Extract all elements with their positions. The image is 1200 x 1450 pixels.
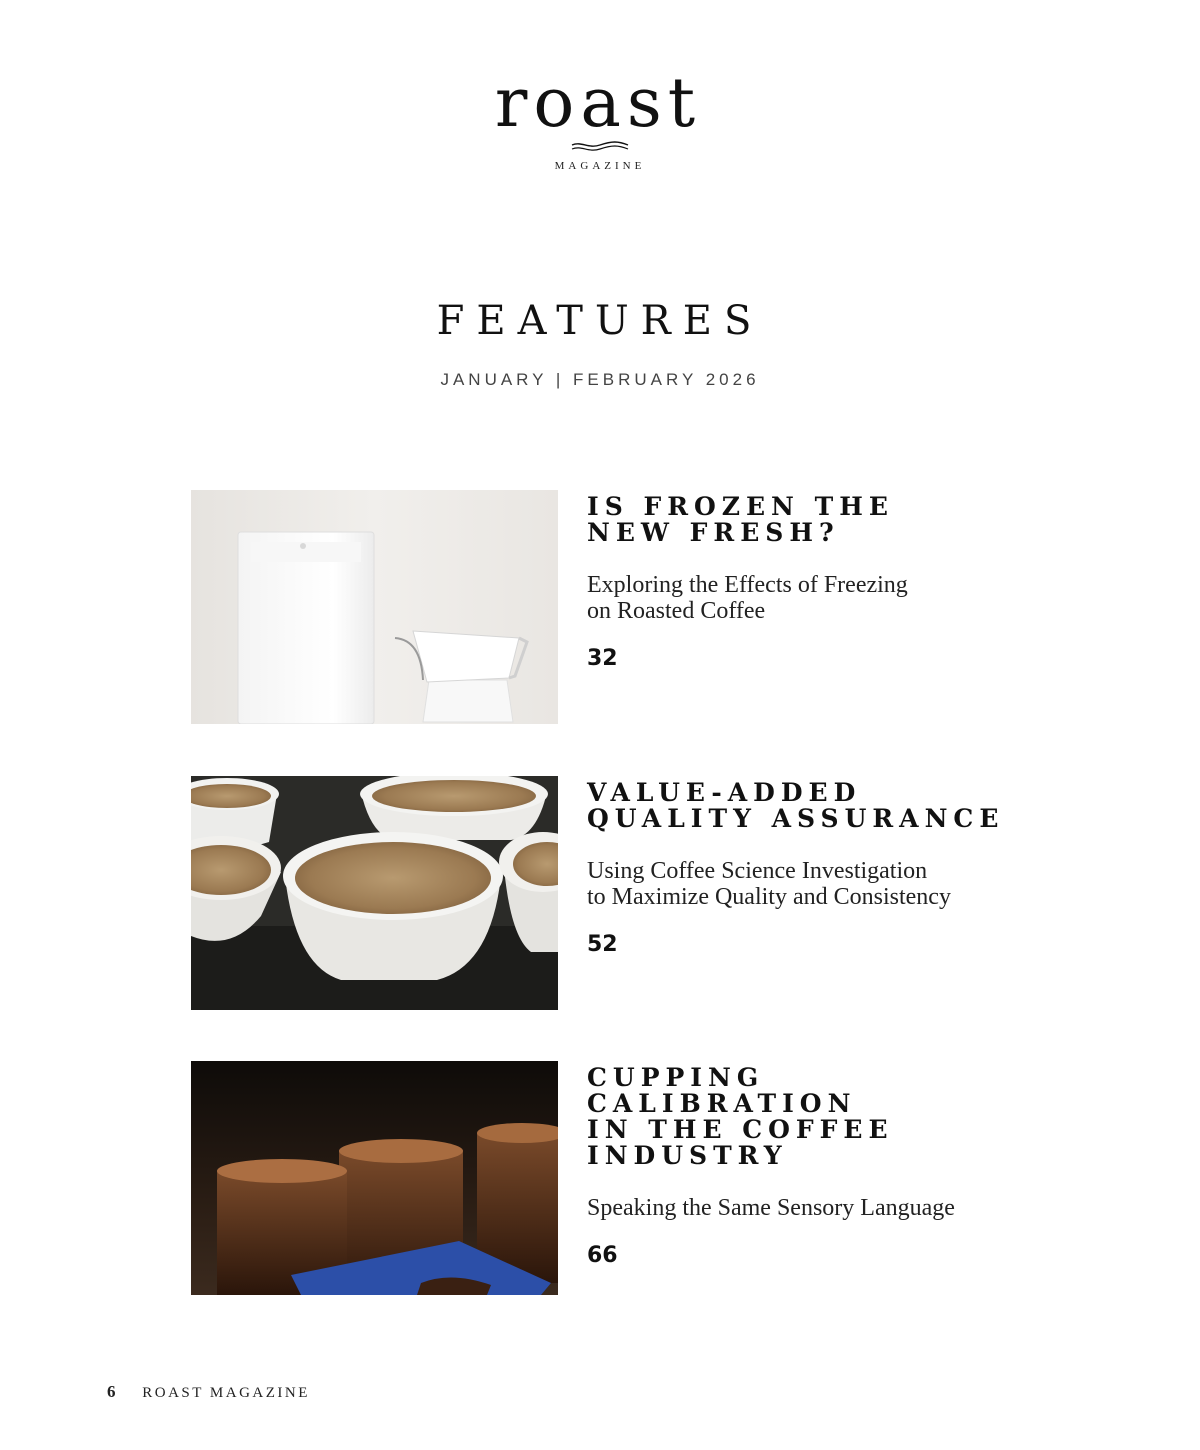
feature-image-cupping[interactable] (191, 1061, 558, 1295)
cupping-bowls-image (191, 776, 558, 1010)
feature-text (587, 494, 1027, 671)
feature-headline[interactable]: IS FROZEN THE NEW FRESH? (587, 492, 894, 547)
feature-text (587, 1065, 1027, 1268)
page-footer (107, 1382, 310, 1402)
masthead (0, 64, 1200, 172)
feature-dek: Using Coffee Science Investigation to Maximize Quality and Consistency (587, 858, 951, 910)
page-number: 6 (107, 1382, 118, 1401)
page-title: FEATURES (436, 298, 764, 344)
feature-page-number[interactable]: 52 (587, 932, 618, 957)
feature-page-number[interactable]: 66 (587, 1243, 618, 1268)
feature-dek: Speaking the Same Sensory Language (587, 1195, 955, 1221)
feature-item[interactable] (191, 490, 1021, 724)
logo-wordmark: roast (494, 64, 702, 143)
publication-name: ROAST MAGAZINE (142, 1385, 310, 1401)
feature-dek: Exploring the Effects of Freezing on Roasted Coffee (587, 572, 908, 624)
feature-page-number[interactable]: 32 (587, 646, 618, 671)
feature-text (587, 780, 1027, 957)
feature-image-frozen[interactable] (191, 490, 558, 724)
coffee-glasses-image (191, 1061, 558, 1295)
logo-subtitle: MAGAZINE (554, 160, 646, 172)
feature-headline[interactable]: CUPPING CALIBRATION IN THE COFFEE INDUSTRY (587, 1063, 894, 1170)
feature-image-quality[interactable] (191, 776, 558, 1010)
feature-item[interactable] (191, 1061, 1021, 1295)
feature-headline[interactable]: VALUE-ADDED QUALITY ASSURANCE (587, 778, 1005, 833)
feature-item[interactable] (191, 776, 1021, 1010)
coffee-bag-dripper-image (191, 490, 558, 724)
issue-date: JANUARY | FEBRUARY 2026 (440, 370, 760, 389)
